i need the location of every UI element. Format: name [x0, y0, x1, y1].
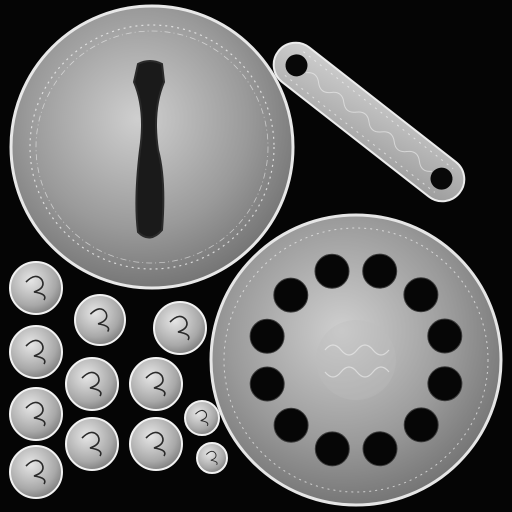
perforation-hole — [274, 278, 308, 312]
small-disc — [130, 358, 182, 410]
small-disc — [154, 302, 206, 354]
perforation-hole — [404, 408, 438, 442]
small-disc — [185, 401, 219, 435]
small-disc — [66, 358, 118, 410]
perforation-hole — [428, 319, 462, 353]
perforation-hole — [315, 432, 349, 466]
small-disc — [66, 418, 118, 470]
perforation-hole — [274, 408, 308, 442]
small-disc — [10, 446, 62, 498]
perforation-hole — [315, 254, 349, 288]
perforation-hole — [404, 278, 438, 312]
perforated-disc — [211, 215, 501, 505]
small-disc — [197, 443, 227, 473]
small-disc — [10, 388, 62, 440]
small-disc — [130, 418, 182, 470]
perforation-hole — [250, 319, 284, 353]
small-disc — [10, 262, 62, 314]
small-disc — [75, 295, 125, 345]
perforation-hole — [428, 367, 462, 401]
perforation-hole — [363, 432, 397, 466]
strap-bar — [265, 34, 473, 210]
perforation-hole — [363, 254, 397, 288]
perforation-hole — [250, 367, 284, 401]
small-discs-group — [10, 262, 227, 498]
lid-disc — [11, 6, 293, 288]
small-disc — [10, 326, 62, 378]
